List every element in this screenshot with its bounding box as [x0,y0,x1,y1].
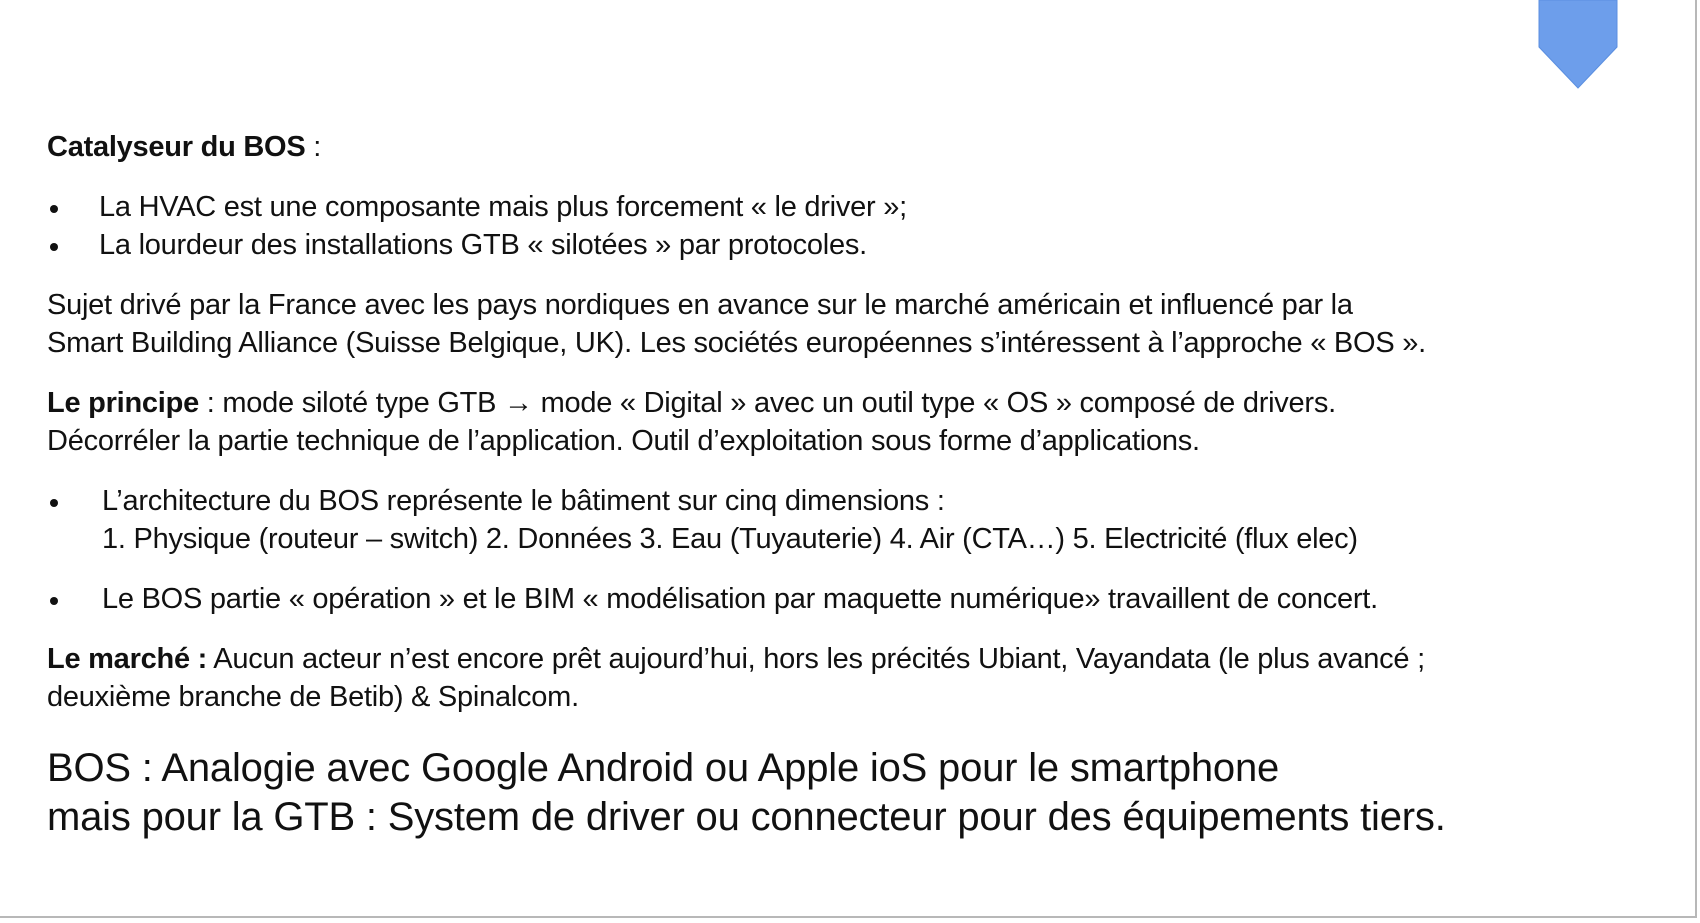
principe-text: : mode siloté type GTB → mode « Digital » avec un outil type « OS » composé de drivers. [198,387,1336,419]
paragraph-line [47,384,1667,422]
slide-body [47,128,1667,842]
marche-text: Aucun acteur n’est encore prêt aujourd’hui, hors les précités Ubiant, Vayandata (le plus avancé ; [207,643,1425,675]
list-item [47,482,1667,558]
marche-label: Le marché : [47,643,208,675]
paragraph-line [47,640,1667,678]
section-heading [47,128,1667,166]
bullet-dot-icon [50,499,58,507]
heading-catalyseur: Catalyseur du BOS [47,131,306,163]
conclusion-line: BOS : Analogie avec Google Android ou Apple ioS pour le smartphone [47,746,1280,790]
bullet-text: La lourdeur des installations GTB « silotées » par protocoles. [99,229,867,261]
paragraph-line: Sujet drivé par la France avec les pays nordiques en avance sur le marché américain et influencé par la [47,289,1353,321]
bullet-dot-icon [50,597,58,605]
principe-label: Le principe [47,387,199,419]
paragraph-line: Smart Building Alliance (Suisse Belgique, UK). Les sociétés européennes s’intéressent à l’approche « BOS ». [47,327,1426,359]
bullet-text: 1. Physique (routeur – switch) 2. Données 3. Eau (Tuyauterie) 4. Air (CTA…) 5. Electricité (flux elec) [102,523,1358,555]
architecture-bullet-list [47,482,1667,558]
bim-bullet-list [47,580,1667,618]
paragraph-line: Décorréler la partie technique de l’application. Outil d’exploitation sous forme d’applications. [47,425,1200,457]
pentagon-down-marker-icon [1538,0,1618,90]
list-item [47,226,1667,264]
bullet-dot-icon [50,243,58,251]
list-item [47,188,1667,226]
bullet-text: L’architecture du BOS représente le bâtiment sur cinq dimensions : [102,485,945,517]
paragraph-marche [47,640,1667,716]
paragraph-principe [47,384,1667,460]
bullet-text: La HVAC est une composante mais plus forcement « le driver »; [99,191,907,223]
bullet-text: Le BOS partie « opération » et le BIM « modélisation par maquette numérique» travaillent de concert. [102,583,1378,615]
catalyseur-bullet-list [47,188,1667,264]
paragraph-sujet [47,286,1667,362]
list-item [47,580,1667,618]
heading-suffix: : [305,131,322,163]
paragraph-line: deuxième branche de Betib) & Spinalcom. [47,681,579,713]
bullet-dot-icon [50,205,58,213]
conclusion-line: mais pour la GTB : System de driver ou connecteur pour des équipements tiers. [47,795,1446,839]
conclusion-text [47,744,1667,842]
